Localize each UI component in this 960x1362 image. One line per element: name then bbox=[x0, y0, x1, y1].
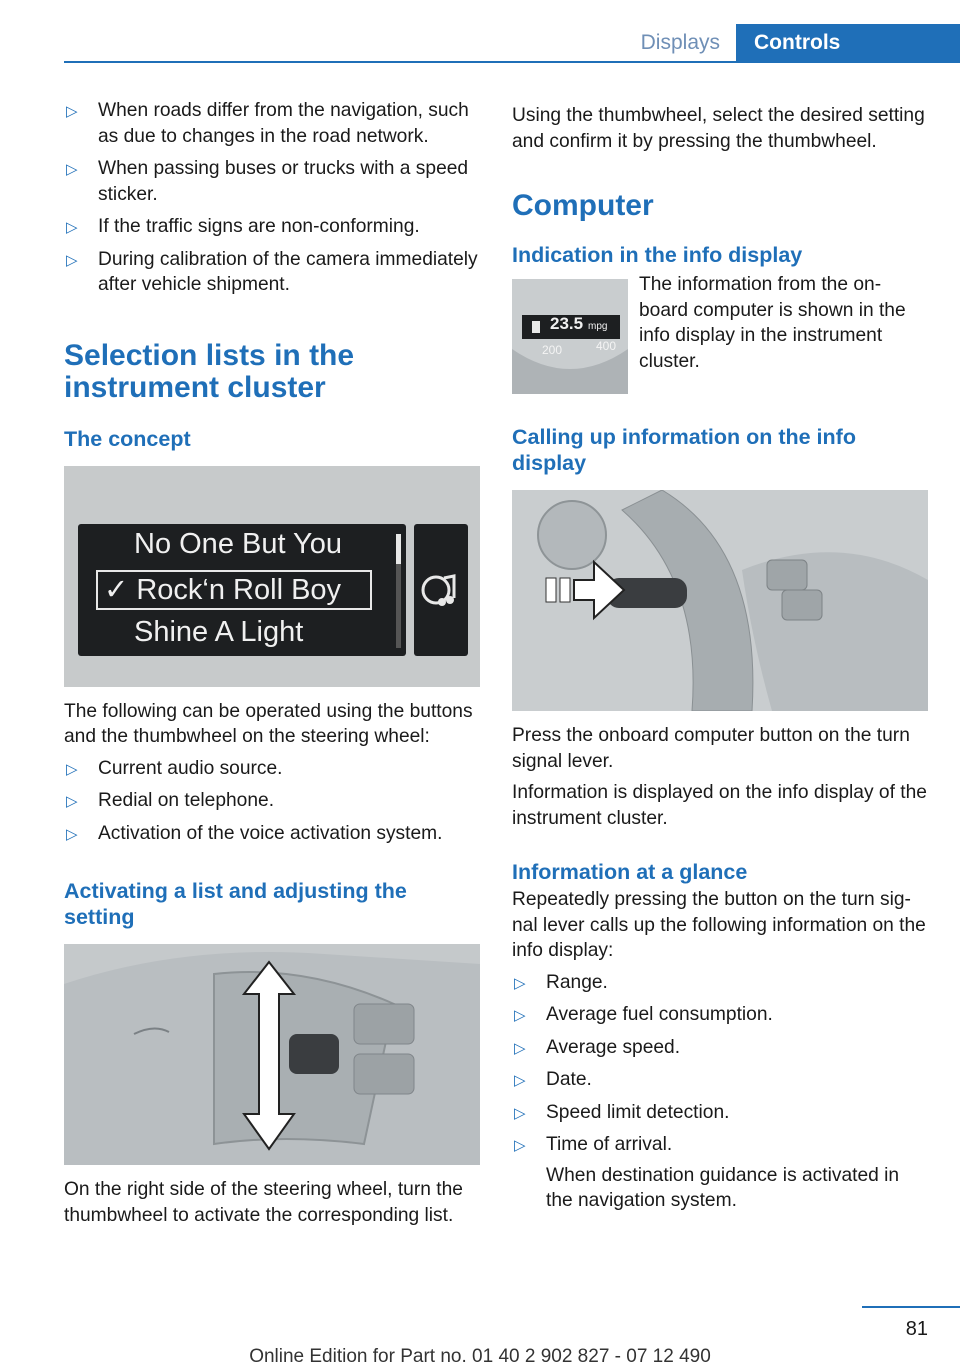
list-item bbox=[512, 970, 928, 996]
activating-paragraph: On the right side of the steering wheel, turn the thumbwheel to activate the corresponding list. bbox=[64, 1179, 463, 1226]
turn-signal-illustration bbox=[512, 490, 928, 711]
thumbwheel-intro: Using the thumbwheel, select the desired setting and confirm it by pressing the thumbwheel. bbox=[512, 105, 925, 152]
list-row-1: No One But You bbox=[134, 527, 342, 560]
scrollbar-track bbox=[396, 564, 401, 648]
calling-paragraph-1: Press the onboard computer button on the turn signal lever. bbox=[512, 725, 910, 772]
scrollbar-thumb bbox=[396, 534, 401, 564]
turn-signal-figure bbox=[512, 490, 928, 711]
heading-the-concept: The concept bbox=[64, 426, 191, 451]
list-item-text: Redial on telephone. bbox=[98, 790, 275, 811]
list-item-text: During calibration of the camera immediately after vehicle shipment. bbox=[98, 248, 478, 295]
list-item bbox=[64, 756, 480, 782]
list-item bbox=[512, 1035, 928, 1061]
triangle-bullet-icon: ▷ bbox=[514, 1039, 526, 1057]
triangle-bullet-icon: ▷ bbox=[514, 1007, 526, 1024]
triangle-bullet-icon: ▷ bbox=[66, 760, 78, 778]
list-item bbox=[64, 98, 480, 149]
list-item-text: If the traffic signs are non-conforming. bbox=[98, 216, 420, 237]
triangle-bullet-icon: ▷ bbox=[66, 251, 78, 269]
thumbwheel-figure bbox=[64, 944, 480, 1165]
list-item bbox=[64, 821, 480, 847]
tab-controls[interactable]: Controls bbox=[736, 24, 960, 61]
list-item bbox=[512, 1132, 928, 1158]
triangle-bullet-icon: ▷ bbox=[66, 825, 78, 843]
list-item bbox=[512, 1067, 928, 1093]
heading-activating-list: Activating a list and adjusting the setting bbox=[64, 879, 407, 929]
glance-paragraph: Repeatedly pressing the button on the turn signal lever calls up the following information on the info display: bbox=[512, 889, 926, 961]
triangle-bullet-icon: ▷ bbox=[66, 219, 78, 236]
heading-info-at-glance: Information at a glance bbox=[512, 860, 748, 884]
list-item-text: Current audio source. bbox=[98, 757, 283, 779]
list-row-3: Shine A Light bbox=[134, 615, 304, 648]
page-number: 81 bbox=[905, 1318, 928, 1340]
calling-paragraph-2: Information is displayed on the info display of the instrument cluster. bbox=[512, 782, 927, 829]
list-item bbox=[64, 214, 480, 240]
triangle-bullet-icon: ▷ bbox=[514, 974, 526, 992]
concept-paragraph: The following can be operated using the buttons and the thumbwheel on the steering wheel: bbox=[64, 700, 473, 747]
bullet-list-top bbox=[64, 98, 480, 298]
list-item-text: Range. bbox=[546, 971, 608, 993]
list-item-text: Time of arrival. bbox=[546, 1134, 673, 1155]
triangle-bullet-icon: ▷ bbox=[514, 1104, 526, 1122]
bullet-list-glance bbox=[512, 970, 928, 1158]
info-display-block bbox=[512, 272, 928, 392]
info-value: 23.5 bbox=[550, 314, 584, 333]
music-note-icon bbox=[414, 524, 468, 656]
tick-400: 400 bbox=[596, 339, 617, 353]
triangle-bullet-icon: ▷ bbox=[66, 103, 78, 120]
list-screen bbox=[78, 524, 406, 656]
footer-rule bbox=[862, 1306, 960, 1308]
info-display-figure bbox=[512, 279, 628, 394]
list-item-text: Average fuel consumption. bbox=[546, 1004, 773, 1025]
list-item-text: Activation of the voice activation system. bbox=[98, 822, 443, 844]
tick-200: 200 bbox=[542, 343, 563, 357]
selection-list-figure bbox=[64, 466, 480, 687]
list-item-text: Average speed. bbox=[546, 1036, 681, 1058]
list-item bbox=[64, 156, 480, 207]
list-item-text: Speed limit detection. bbox=[546, 1101, 730, 1123]
indication-paragraph: The information from the on-board computer is shown in the info display in the instrument cluster. bbox=[639, 274, 906, 372]
triangle-bullet-icon: ▷ bbox=[514, 1072, 526, 1089]
gauge-illustration bbox=[512, 279, 628, 394]
list-row-2-selected: ✓ Rock‘n Roll Boy bbox=[104, 573, 342, 606]
bullet-list-concept bbox=[64, 756, 480, 847]
list-item bbox=[64, 788, 480, 814]
tab-displays[interactable]: Displays bbox=[640, 30, 720, 54]
steering-wheel-illustration bbox=[64, 944, 480, 1165]
section-title-computer: Computer bbox=[512, 189, 654, 222]
triangle-bullet-icon: ▷ bbox=[66, 161, 78, 178]
list-item-text: When passing buses or trucks with a speed sticker. bbox=[98, 158, 469, 205]
section-title-selection-lists: Selection lists in the instrument cluster bbox=[64, 338, 355, 404]
left-column bbox=[64, 98, 480, 1234]
list-item-text: When roads differ from the navigation, such as due to changes in the road network. bbox=[98, 100, 469, 147]
triangle-bullet-icon: ▷ bbox=[514, 1137, 526, 1154]
glance-note: When destination guidance is activated in the navigation system. bbox=[546, 1164, 900, 1211]
list-item bbox=[512, 1002, 928, 1028]
triangle-bullet-icon: ▷ bbox=[66, 793, 78, 810]
header-rule bbox=[64, 61, 960, 63]
list-item bbox=[64, 247, 480, 298]
edition-footer: Online Edition for Part no. 01 40 2 902 827 - 07 12 490 bbox=[249, 1346, 711, 1362]
fuel-pump-icon bbox=[532, 321, 540, 333]
info-unit: mpg bbox=[588, 321, 608, 332]
media-icon-panel bbox=[414, 524, 468, 656]
heading-calling-up-info: Calling up information on the info display bbox=[512, 425, 856, 475]
right-column bbox=[512, 103, 928, 1214]
heading-indication-info-display: Indication in the info display bbox=[512, 243, 803, 267]
list-item-text: Date. bbox=[546, 1069, 592, 1090]
list-item bbox=[512, 1100, 928, 1126]
